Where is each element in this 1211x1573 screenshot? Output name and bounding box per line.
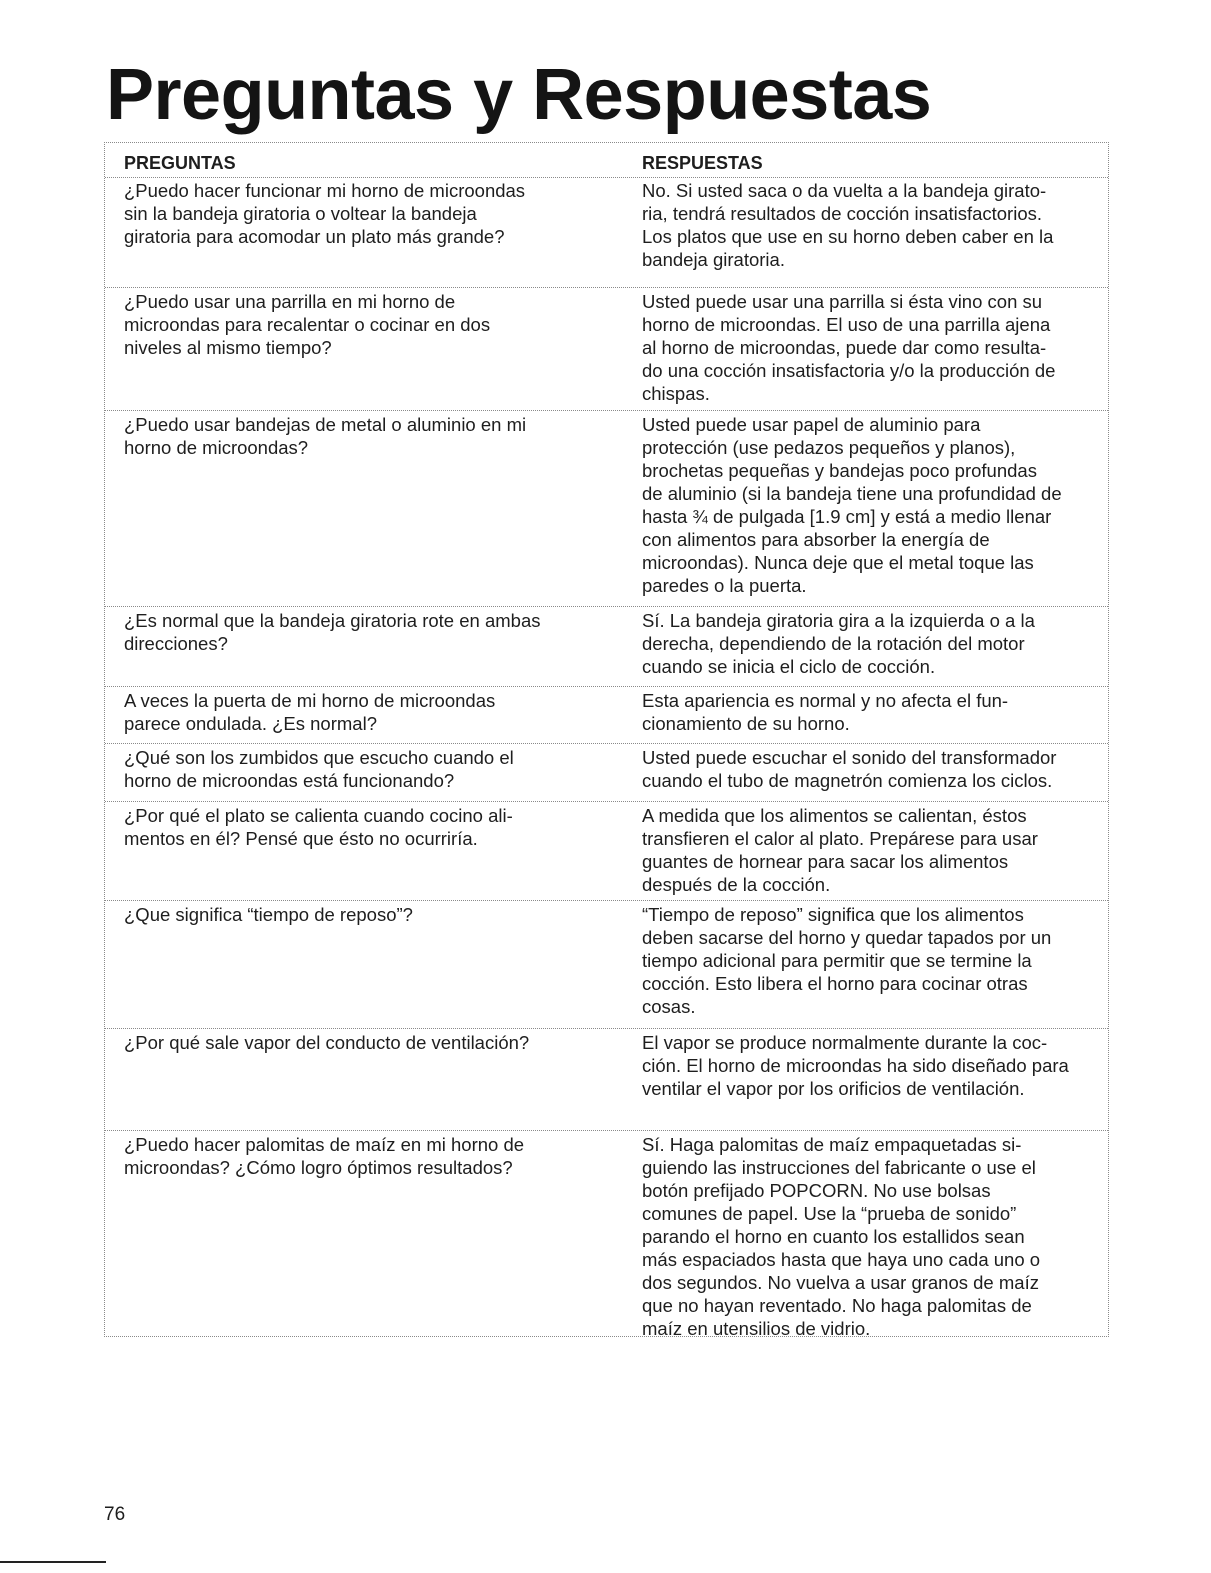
qa-row (105, 1131, 1108, 1339)
qa-row (105, 802, 1108, 901)
qa-table (104, 142, 1109, 1337)
question-text: ¿Puedo usar una parrilla en mi horno de microondas para recalentar o cocinar en dos niveles al mismo tiempo? (124, 291, 491, 358)
answer-text: Usted puede usar una parrilla si ésta vino con su horno de microondas. El uso de una parrilla ajena al horno de microondas, puede dar como resulta- do una cocción insatisfactoria y/o la producción de chispas. (642, 291, 1056, 404)
question-text: ¿Puedo hacer funcionar mi horno de microondas sin la bandeja giratoria o voltear la bandeja giratoria para acomodar un plato más grande? (124, 180, 526, 247)
answer-text: Sí. La bandeja giratoria gira a la izquierda o a la derecha, dependiendo de la rotación del motor cuando se inicia el ciclo de cocción. (642, 610, 1035, 677)
answer-text: Usted puede usar papel de aluminio para protección (use pedazos pequeños y planos), brochetas pequeñas y bandejas poco profundas de aluminio (si la bandeja tiene una profundidad de hasta ¾ de pulgada [1.9 cm] y está a medio llenar con alimentos para absorber la energía de microondas). Nunca deje que el metal toque las paredes o la puerta. (642, 414, 1062, 596)
question-text: A veces la puerta de mi horno de microondas parece ondulada. ¿Es normal? (124, 690, 496, 734)
answer-text: “Tiempo de reposo” significa que los alimentos deben sacarse del horno y quedar tapados por un tiempo adicional para permitir que se termine la cocción. Esto libera el horno para cocinar otras cosas. (642, 904, 1052, 1017)
table-header (105, 143, 1108, 178)
question-text: ¿Por qué sale vapor del conducto de ventilación? (124, 1032, 530, 1053)
question-text: ¿Que significa “tiempo de reposo”? (124, 904, 413, 925)
question-text: ¿Por qué el plato se calienta cuando cocino ali- mentos en él? Pensé que ésto no ocurriría. (124, 805, 513, 849)
qa-row (105, 1029, 1108, 1131)
qa-row (105, 901, 1108, 1029)
answer-text: Usted puede escuchar el sonido del transformador cuando el tubo de magnetrón comienza los ciclos. (642, 747, 1057, 791)
answer-text: Esta apariencia es normal y no afecta el fun- cionamiento de su horno. (642, 690, 1009, 734)
answer-text: A medida que los alimentos se calientan, éstos transfieren el calor al plato. Prepárese para usar guantes de hornear para sacar los alimentos después de la cocción. (642, 805, 1038, 895)
qa-row (105, 744, 1108, 802)
answer-text: No. Si usted saca o da vuelta a la bandeja girato- ria, tendrá resultados de cocción insatisfactorios. Los platos que use en su horno deben caber en la bandeja giratoria. (642, 180, 1054, 270)
answer-text: Sí. Haga palomitas de maíz empaquetadas si- guiendo las instrucciones del fabricante o use el botón prefijado POPCORN. No use bolsas comunes de papel. Use la “prueba de sonido” parando el horno en cuanto los estallidos sean más espaciados hasta que haya uno cada uno o dos segundos. No vuelva a usar granos de maíz que no hayan reventado. No haga palomitas de maíz en utensilios de vidrio. (642, 1134, 1041, 1339)
qa-row (105, 411, 1108, 607)
question-text: ¿Es normal que la bandeja giratoria rote en ambas direcciones? (124, 610, 541, 654)
page-number: 76 (104, 1504, 126, 1525)
qa-row (105, 607, 1108, 687)
qa-row (105, 288, 1108, 411)
answers-header: RESPUESTAS (642, 153, 763, 173)
bottom-rule (0, 1561, 106, 1563)
qa-row (105, 177, 1108, 288)
page-title: Preguntas y Respuestas (106, 55, 932, 135)
answer-text: El vapor se produce normalmente durante la coc- ción. El horno de microondas ha sido diseñado para ventilar el vapor por los orificios de ventilación. (642, 1032, 1069, 1099)
qa-row (105, 687, 1108, 744)
question-text: ¿Puedo hacer palomitas de maíz en mi horno de microondas? ¿Cómo logro óptimos resultados? (124, 1134, 525, 1178)
question-text: ¿Qué son los zumbidos que escucho cuando el horno de microondas está funcionando? (124, 747, 514, 791)
questions-header: PREGUNTAS (124, 153, 236, 173)
question-text: ¿Puedo usar bandejas de metal o aluminio en mi horno de microondas? (124, 414, 527, 458)
